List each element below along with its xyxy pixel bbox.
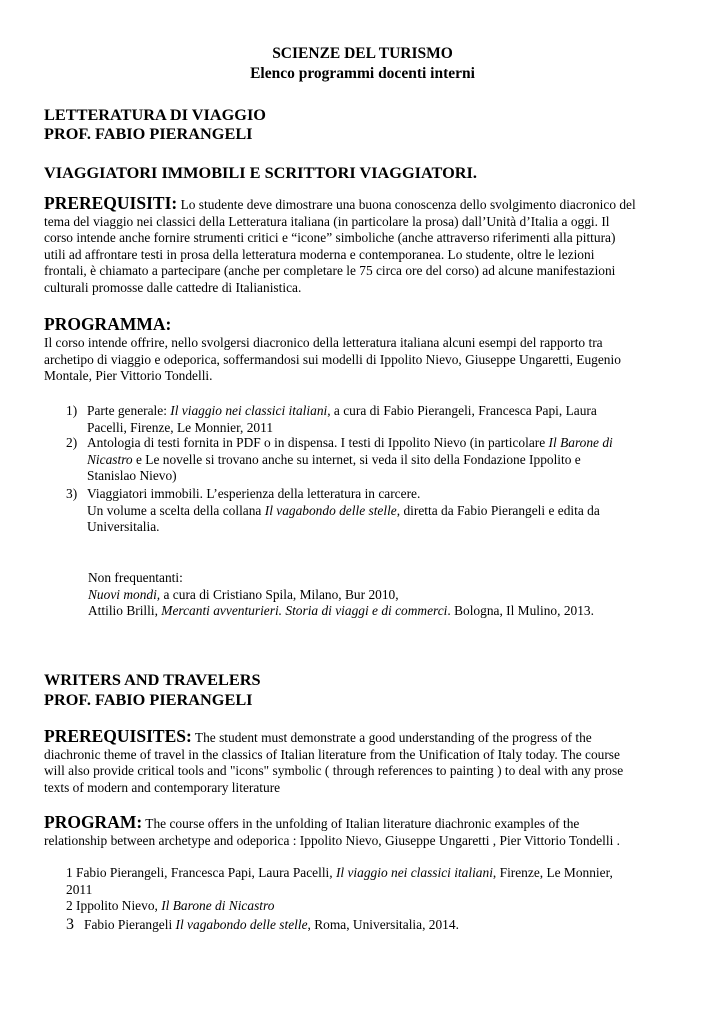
list-item	[66, 435, 686, 487]
list-item	[66, 403, 686, 437]
program-line: The course offers in the unfolding of Italian literature diachronic examples of the	[142, 816, 580, 831]
reference-title: , Il viaggio nei classici italiani	[329, 865, 493, 880]
reference-text: 1 Fabio Pierangeli, Francesca Papi, Laura Pacelli	[66, 865, 330, 880]
list-number: 2)	[66, 435, 78, 450]
program-line: archetipo di viaggio e odeporica, soffermandosi sui modelli di Ippolito Nievo, Giuseppe Ungaretti, Eugenio	[44, 351, 621, 367]
prereq-line: tema del viaggio nei classici della Letteratura italiana (in particolare la prosa) dall’Unità d’Italia a oggi. Il	[44, 213, 610, 229]
course-title-en: WRITERS AND TRAVELERS	[44, 670, 261, 689]
prereq-line: utili ad affrontare testi in prosa della letteratura moderna e contemporanea. Lo studente, oltre le lezioni	[44, 246, 595, 262]
item-title: Il vagabondo delle stelle	[264, 502, 397, 518]
prereq-line: culturali promosse dalle cattedre di Italianistica.	[44, 279, 302, 295]
item-title: Nicastro	[87, 451, 133, 467]
prerequisites-heading-it: PREREQUISITI:	[44, 193, 178, 213]
list-number: 1)	[66, 403, 78, 418]
non-attending-label: Non frequentanti:	[88, 570, 183, 585]
course-theme-it: VIAGGIATORI IMMOBILI E SCRITTORI VIAGGIATORI.	[44, 163, 477, 182]
prereq-line: frontali, è chiamato a partecipare (anche per completare le 75 circa ore del corso) ad alcune manifestazioni	[44, 263, 616, 279]
professor-en: PROF. FABIO PIERANGELI	[44, 690, 253, 709]
reference-title: Il vagabondo delle stelle	[175, 916, 308, 932]
book-title: Mercanti avventurieri. Storia di viaggi e di commerci	[161, 603, 448, 619]
list-number: 3)	[66, 486, 78, 501]
list-item-text	[87, 435, 677, 485]
professor-it: PROF. FABIO PIERANGELI	[44, 124, 253, 143]
book-details: . Bologna, Il Mulino, 2013.	[447, 603, 594, 619]
reference-title: Il Barone di Nicastro	[161, 898, 275, 914]
document-title: SCIENZE DEL TURISMO	[272, 45, 453, 62]
reference-text: 2 Ippolito Nievo,	[66, 898, 162, 914]
book-title: Nuovi mondi,	[88, 586, 161, 602]
item-text: , a cura di Fabio Pierangeli, Francesca Papi, Laura	[327, 403, 597, 418]
program-heading-it: PROGRAMMA:	[44, 314, 172, 334]
list-item-text	[87, 486, 677, 536]
program-line: Montale, Pier Vittorio Tondelli.	[44, 368, 213, 384]
item-text: Viaggiatori immobili. L’esperienza della letteratura in carcere.	[87, 486, 421, 501]
course-title-it: LETTERATURA DI VIAGGIO	[44, 105, 266, 124]
item-title: Il viaggio nei classici italiani	[170, 403, 328, 418]
reference-text: , Firenze, Le Monnier,	[492, 865, 613, 880]
item-text: e Le novelle si trovano anche su internet, si veda il sito della Fondazione Ippolito e	[132, 451, 581, 467]
prereq-line: diachronic theme of travel in the classics of Italian literature from the Unification of Italy today. The course	[44, 746, 620, 762]
prereq-line: corso intende anche fornire strumenti critici e “icone” simboliche (anche attraverso riferimenti alla pittura)	[44, 230, 616, 246]
references-en	[66, 865, 686, 933]
program-line: Il corso intende offrire, nello svolgersi diacronico della letteratura italiana alcuni esempi del rapporto tra	[44, 335, 603, 350]
reference-text: 2011	[66, 881, 93, 897]
prerequisites-it	[44, 195, 684, 297]
program-heading-en: PROGRAM:	[44, 812, 143, 832]
list-item	[66, 486, 686, 538]
item-text: Parte generale:	[87, 403, 171, 418]
non-attending-bibliography	[88, 570, 688, 620]
item-text: Antologia di testi fornita in PDF o in dispensa. I testi di Ippolito Nievo (in particolare	[87, 435, 549, 450]
item-title: Il Barone di	[548, 435, 613, 450]
program-line: relationship between archetype and odeporica : Ippolito Nievo, Giuseppe Ungaretti , Pier Vittorio Tondelli .	[44, 832, 621, 848]
prereq-line: Lo studente deve dimostrare una buona conoscenza dello svolgimento diacronico del	[177, 197, 636, 212]
reference-number: 3	[66, 915, 74, 933]
program-text-it	[44, 335, 684, 385]
reference-text: , Roma, Universitalia, 2014.	[307, 916, 459, 932]
item-text: Universitalia.	[87, 519, 160, 535]
book-author: Attilio Brilli,	[88, 603, 162, 619]
prereq-line: texts of modern and contemporary literature	[44, 779, 281, 795]
prerequisites-en	[44, 728, 684, 796]
item-text: Un volume a scelta della collana	[87, 502, 265, 518]
book-details: a cura di Cristiano Spila, Milano, Bur 2010,	[160, 586, 399, 602]
reference-text: Fabio Pierangeli	[74, 916, 176, 932]
item-text: , diretta da Fabio Pierangeli e edita da	[396, 502, 600, 518]
prerequisites-heading-en: PREREQUISITES:	[44, 726, 192, 746]
list-item-text	[87, 403, 677, 436]
item-text: Pacelli, Firenze, Le Monnier, 2011	[87, 419, 274, 435]
prereq-line: The student must demonstrate a good understanding of the progress of the	[191, 730, 592, 745]
document-subtitle: Elenco programmi docenti interni	[250, 65, 475, 82]
prereq-line: will also provide critical tools and "icons" symbolic ( through references to painting ) to deal with any prose	[44, 763, 624, 779]
item-text: Stanislao Nievo)	[87, 468, 177, 484]
program-en	[44, 814, 684, 849]
